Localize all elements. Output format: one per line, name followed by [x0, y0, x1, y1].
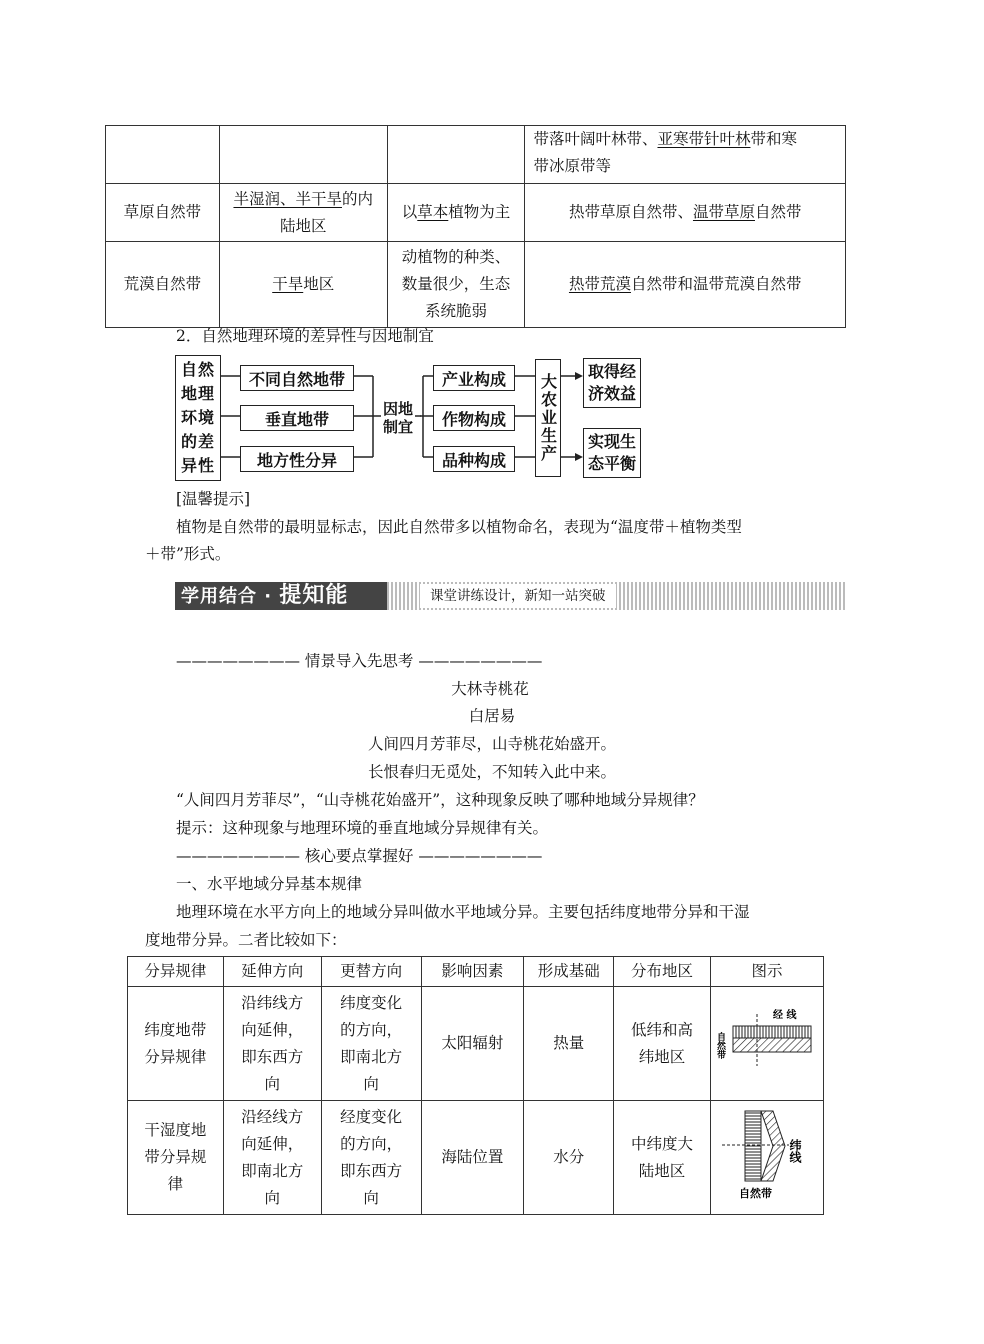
cell-text: 的方向， — [340, 1134, 403, 1153]
diagram-text: 取得经 — [587, 362, 636, 381]
table-header-row — [128, 957, 824, 987]
cell-text: 陆地区 — [638, 1161, 686, 1180]
cell-text: 向延伸， — [241, 1134, 304, 1153]
cell-text: 自然带和温带荒漠自然带 — [630, 275, 802, 293]
question-text: “人间四月芳菲尽”，“山寺桃花始盛开”，这种现象反映了哪种地域分异规律？ — [176, 791, 704, 809]
column-header: 影响因素 — [421, 957, 524, 987]
diagram-text: 态平衡 — [587, 454, 636, 473]
intro-text: 度地带分异。二者比较如下： — [145, 931, 347, 949]
cell-text: 海陆位置 — [421, 1101, 524, 1215]
cell-text: 低纬和高 — [631, 1020, 694, 1039]
figure-label: 自然带 — [738, 1187, 772, 1200]
cell-text: 沿经线方 — [241, 1107, 304, 1126]
cell-text: 热带荒漠 — [568, 275, 631, 293]
cell-text: 的内 — [341, 189, 373, 208]
cell-text: 纬地区 — [638, 1047, 686, 1066]
tip-text: 植物是自然带的最明显标志，因此自然带多以植物命名，表现为“温度带＋植物类型 — [176, 518, 742, 536]
cell-text: 经度变化 — [340, 1107, 403, 1126]
cell-text: 陆地区 — [279, 216, 327, 235]
cell-text: 律 — [167, 1175, 184, 1193]
table-row — [106, 242, 846, 328]
cell-text: 干湿度地 — [144, 1121, 207, 1139]
diagram-result-box — [583, 358, 641, 408]
poem-title: 大林寺桃花 — [451, 680, 529, 698]
diagram-input-box: 地方性分异 — [240, 446, 354, 472]
cell-text: 地区 — [303, 275, 335, 293]
table-row — [128, 1101, 824, 1215]
cell-text: 植物为主 — [448, 203, 511, 221]
cell-text: 即南北方 — [340, 1047, 403, 1066]
cell-text: 的方向， — [340, 1020, 403, 1039]
tip-text: ＋带”形式。 — [145, 545, 231, 563]
humidity-zone-figure — [717, 1103, 817, 1203]
cell-text: 纬度变化 — [340, 993, 403, 1012]
cell-text: 分异规律 — [144, 1047, 207, 1066]
cell-text: 向 — [363, 1074, 379, 1093]
poem-author: 白居易 — [468, 707, 516, 725]
cell-text: 温带草原 — [692, 203, 755, 221]
diagram-root-box — [175, 355, 221, 481]
diagram-output-box: 品种构成 — [433, 446, 515, 472]
cell-text: 热量 — [524, 987, 614, 1101]
cell-text: 自然带 — [754, 203, 802, 221]
column-header: 分异规律 — [128, 957, 224, 987]
cell-text: 即东西方 — [241, 1047, 304, 1066]
cell-text: 即东西方 — [340, 1161, 403, 1180]
diagram-text: 制宜 — [382, 418, 413, 436]
column-header: 图示 — [710, 957, 823, 987]
comparison-table — [127, 956, 824, 1215]
core-header: ———————— 核心要点掌握好 ———————— — [176, 847, 543, 865]
figure-label: 纬线 — [787, 1139, 802, 1163]
diagram-text: 因地 — [382, 400, 413, 418]
cell-text: 向 — [363, 1188, 379, 1207]
banner-title-emphasis: 提知能 — [279, 583, 349, 608]
diagram-text: 异性 — [180, 456, 215, 475]
diagram-output-box: 作物构成 — [433, 405, 515, 431]
diagram-agri-box: 大农业生产 — [535, 359, 561, 477]
banner-title-text: 学用结合 · — [181, 586, 280, 607]
cell-text: 半湿润、半干旱 — [233, 189, 342, 208]
table-row — [106, 126, 846, 184]
humidity-zone-figure-cell — [710, 1101, 823, 1215]
column-header: 延伸方向 — [223, 957, 321, 987]
cell-text: 带分异规 — [144, 1148, 207, 1166]
cell-text: 纬度地带 — [144, 1020, 207, 1039]
cell-text: 动植物的种类、 — [401, 248, 511, 266]
cell-text: 沿纬线方 — [241, 993, 304, 1012]
cell-text: 带冰原带等 — [533, 157, 611, 175]
diagram-text: 的差 — [180, 432, 215, 451]
diagram-result-box — [583, 428, 641, 478]
diagram-text: 环境 — [180, 408, 215, 427]
column-header: 形成基础 — [524, 957, 614, 987]
figure-label: 自然带 — [714, 1032, 725, 1059]
cell-text: 向 — [264, 1188, 280, 1207]
natural-zone-table — [105, 125, 846, 328]
intro-text: 地理环境在水平方向上的地域分异叫做水平地域分异。主要包括纬度地带分异和干湿 — [176, 903, 750, 921]
zone-name: 荒漠自然带 — [106, 242, 220, 328]
cell-text: 中纬度大 — [631, 1134, 694, 1153]
scene-header: ———————— 情景导入先思考 ———————— — [176, 652, 543, 670]
section-2-title: 2．自然地理环境的差异性与因地制宜 — [176, 327, 434, 345]
diagram-text: 济效益 — [587, 384, 636, 403]
cell-text: 即南北方 — [241, 1161, 304, 1180]
poem-line: 人间四月芳菲尽，山寺桃花始盛开。 — [367, 735, 616, 753]
cell-text: 向 — [264, 1074, 280, 1093]
hint-text: 提示：这种现象与地理环境的垂直地域分异规律有关。 — [176, 819, 549, 837]
poem-line: 长恨春归无觅处，不知转入此中来。 — [367, 763, 616, 781]
cell-text: 干旱 — [272, 275, 304, 293]
cell-text: 带和寒 — [750, 130, 797, 148]
diagram-middle-label — [381, 400, 415, 436]
diagram-text: 实现生 — [587, 432, 636, 451]
banner-note: 课堂讲练设计，新知一站突破 — [420, 584, 616, 608]
diagram-input-box: 不同自然地带 — [240, 365, 354, 391]
figure-label: 经 线 — [772, 1010, 797, 1021]
column-header: 分布地区 — [614, 957, 711, 987]
table-row — [106, 184, 846, 242]
latitude-zone-figure — [714, 1004, 817, 1074]
cell-text: 以 — [401, 203, 418, 221]
zone-name: 草原自然带 — [106, 184, 220, 242]
diagram-input-box: 垂直地带 — [240, 405, 354, 431]
cell-text: 系统脆弱 — [425, 302, 488, 320]
cell-text: 热带草原自然带、 — [568, 203, 693, 221]
cell-text: 带落叶阔叶林带、 — [533, 130, 658, 148]
banner-title — [175, 582, 387, 610]
column-header: 更替方向 — [321, 957, 421, 987]
cell-text: 亚寒带针叶林 — [657, 130, 751, 148]
cell-text: 太阳辐射 — [421, 987, 524, 1101]
diagram-output-box: 产业构成 — [433, 365, 515, 391]
tip-label: [温馨提示] — [176, 490, 251, 508]
latitude-zone-figure-cell — [710, 987, 823, 1101]
cell-text: 水分 — [524, 1101, 614, 1215]
cell-text: 草本 — [417, 203, 449, 221]
cell-text: 数量很少，生态 — [401, 275, 511, 293]
diagram-text: 自然 — [180, 360, 215, 379]
diagram-text: 地理 — [180, 384, 215, 403]
section-1-title: 一、水平地域分异基本规律 — [176, 875, 363, 893]
table-row — [128, 987, 824, 1101]
cell-text: 向延伸， — [241, 1020, 304, 1039]
